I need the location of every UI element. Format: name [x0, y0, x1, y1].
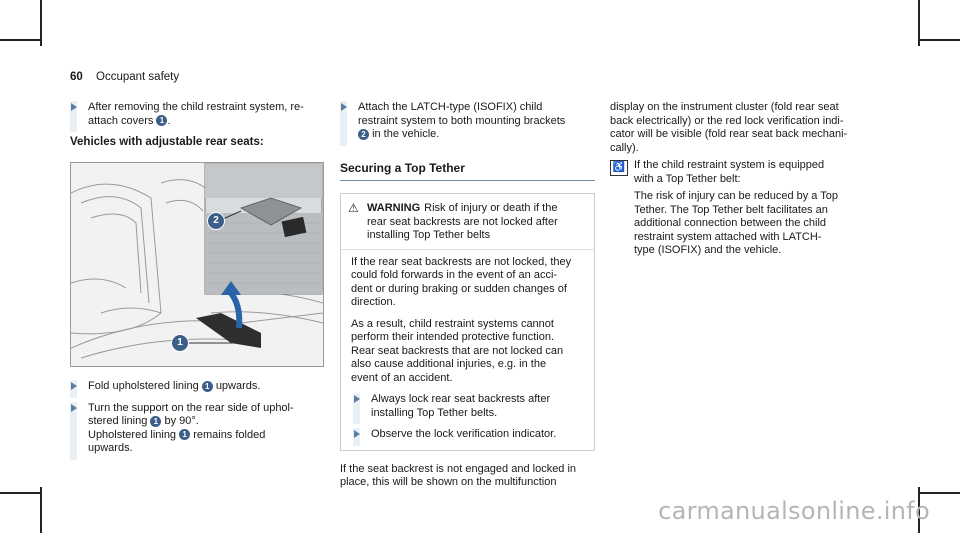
step-turn-support	[70, 402, 325, 456]
step-attach-latch	[340, 101, 595, 142]
warning-text: rear seat backrests are not locked after	[367, 215, 558, 228]
step-text: by 90°.	[164, 415, 199, 427]
page-header	[70, 71, 179, 83]
callout-2-icon: 2	[207, 212, 225, 230]
step-text: Attach the LATCH-type (ISOFIX) child	[358, 101, 543, 113]
warning-header	[341, 194, 594, 250]
step-arrow-icon	[71, 404, 77, 412]
callout-1-icon: 1	[202, 381, 213, 392]
warning-body	[341, 250, 594, 450]
step-fold-lining	[70, 380, 325, 394]
step-reattach-covers	[70, 101, 325, 128]
callout-1-icon: 1	[171, 334, 189, 352]
warning-step-lock: Always lock rear seat backrests after installing Top Tether belts.	[353, 393, 584, 420]
step-arrow-icon	[354, 430, 360, 438]
right-column	[610, 101, 880, 258]
child-seat-info-icon: ♿	[610, 160, 628, 176]
step-text: remains folded	[193, 428, 266, 441]
note-detail: The risk of injury can be reduced by a Top Tether. The Top Tether belt facilitates an additional connection between the child restraint system attached with LATCH- type (ISOFIX) and the vehicle.	[634, 190, 839, 256]
step-text: upwards.	[88, 442, 133, 454]
crop-mark	[40, 487, 42, 533]
warning-triangle-icon: ⚠	[348, 201, 359, 215]
seat-drawing	[71, 163, 323, 366]
callout-1-icon: 1	[179, 429, 190, 440]
rear-seat-illustration	[70, 162, 324, 367]
subheading: Vehicles with adjustable rear seats:	[70, 136, 264, 148]
step-arrow-icon	[341, 103, 347, 111]
callout-1-icon: 1	[150, 416, 161, 427]
left-column-lower	[70, 380, 325, 464]
crop-mark	[920, 39, 960, 41]
crop-mark	[0, 492, 40, 494]
step-text: stered lining	[88, 415, 148, 427]
step-text: restraint system to both mounting brackets	[358, 114, 566, 127]
crop-mark	[0, 39, 40, 41]
callout-2-icon: 2	[358, 129, 369, 140]
step-arrow-icon	[71, 103, 77, 111]
section-name: Occupant safety	[96, 71, 180, 83]
page-number: 60	[70, 71, 83, 83]
step-text: After removing the child restraint system, re-	[88, 101, 304, 113]
warning-label: WARNING	[367, 202, 421, 214]
warning-text: Risk of injury or death if the	[424, 202, 558, 214]
section-title: Securing a Top Tether	[340, 162, 595, 182]
crop-mark	[920, 492, 960, 494]
step-arrow-icon	[354, 395, 360, 403]
body-paragraph: display on the instrument cluster (fold rear seat back electrically) or the red lock verification indi- cator will be visible (fold rear seat back mechani- cally).	[610, 101, 848, 154]
warning-paragraph: If the rear seat backrests are not locked, they could fold forwards in the event of an acci- dent or during braking or sudden changes of direction.	[351, 255, 572, 308]
warning-box	[340, 193, 595, 451]
callout-1-icon: 1	[156, 115, 167, 126]
warning-step-observe: Observe the lock verification indicator.	[353, 428, 584, 442]
step-arrow-icon	[71, 382, 77, 390]
warning-text: installing Top Tether belts	[367, 229, 491, 241]
watermark: carmanualsonline.info	[658, 497, 930, 525]
step-text: Upholstered lining	[88, 428, 177, 441]
step-text: upwards.	[215, 380, 261, 392]
crop-mark	[40, 0, 42, 46]
step-text: in the vehicle.	[372, 128, 440, 140]
body-paragraph: If the seat backrest is not engaged and locked in place, this will be shown on the multifunction	[340, 462, 577, 488]
step-text: attach covers	[88, 114, 154, 127]
step-text: Turn the support on the rear side of uphol-	[88, 401, 294, 414]
warning-paragraph: As a result, child restraint systems cannot perform their intended protective function. Rear seat backrests that are not locked can also cause additional injuries, e.g. in the event of an accident.	[351, 317, 564, 384]
middle-column	[340, 101, 595, 490]
left-column	[70, 101, 325, 156]
step-text: Fold upholstered lining	[88, 380, 199, 392]
step-text: .	[167, 114, 171, 127]
top-tether-note: ♿ If the child restraint system is equipped with a Top Tether belt: The risk of injury can be reduced by a Top Tether. The Top Tether belt facilitates an additional connection between the child restraint system attached with LATCH- type (ISOFIX) and the vehicle.	[610, 159, 880, 258]
